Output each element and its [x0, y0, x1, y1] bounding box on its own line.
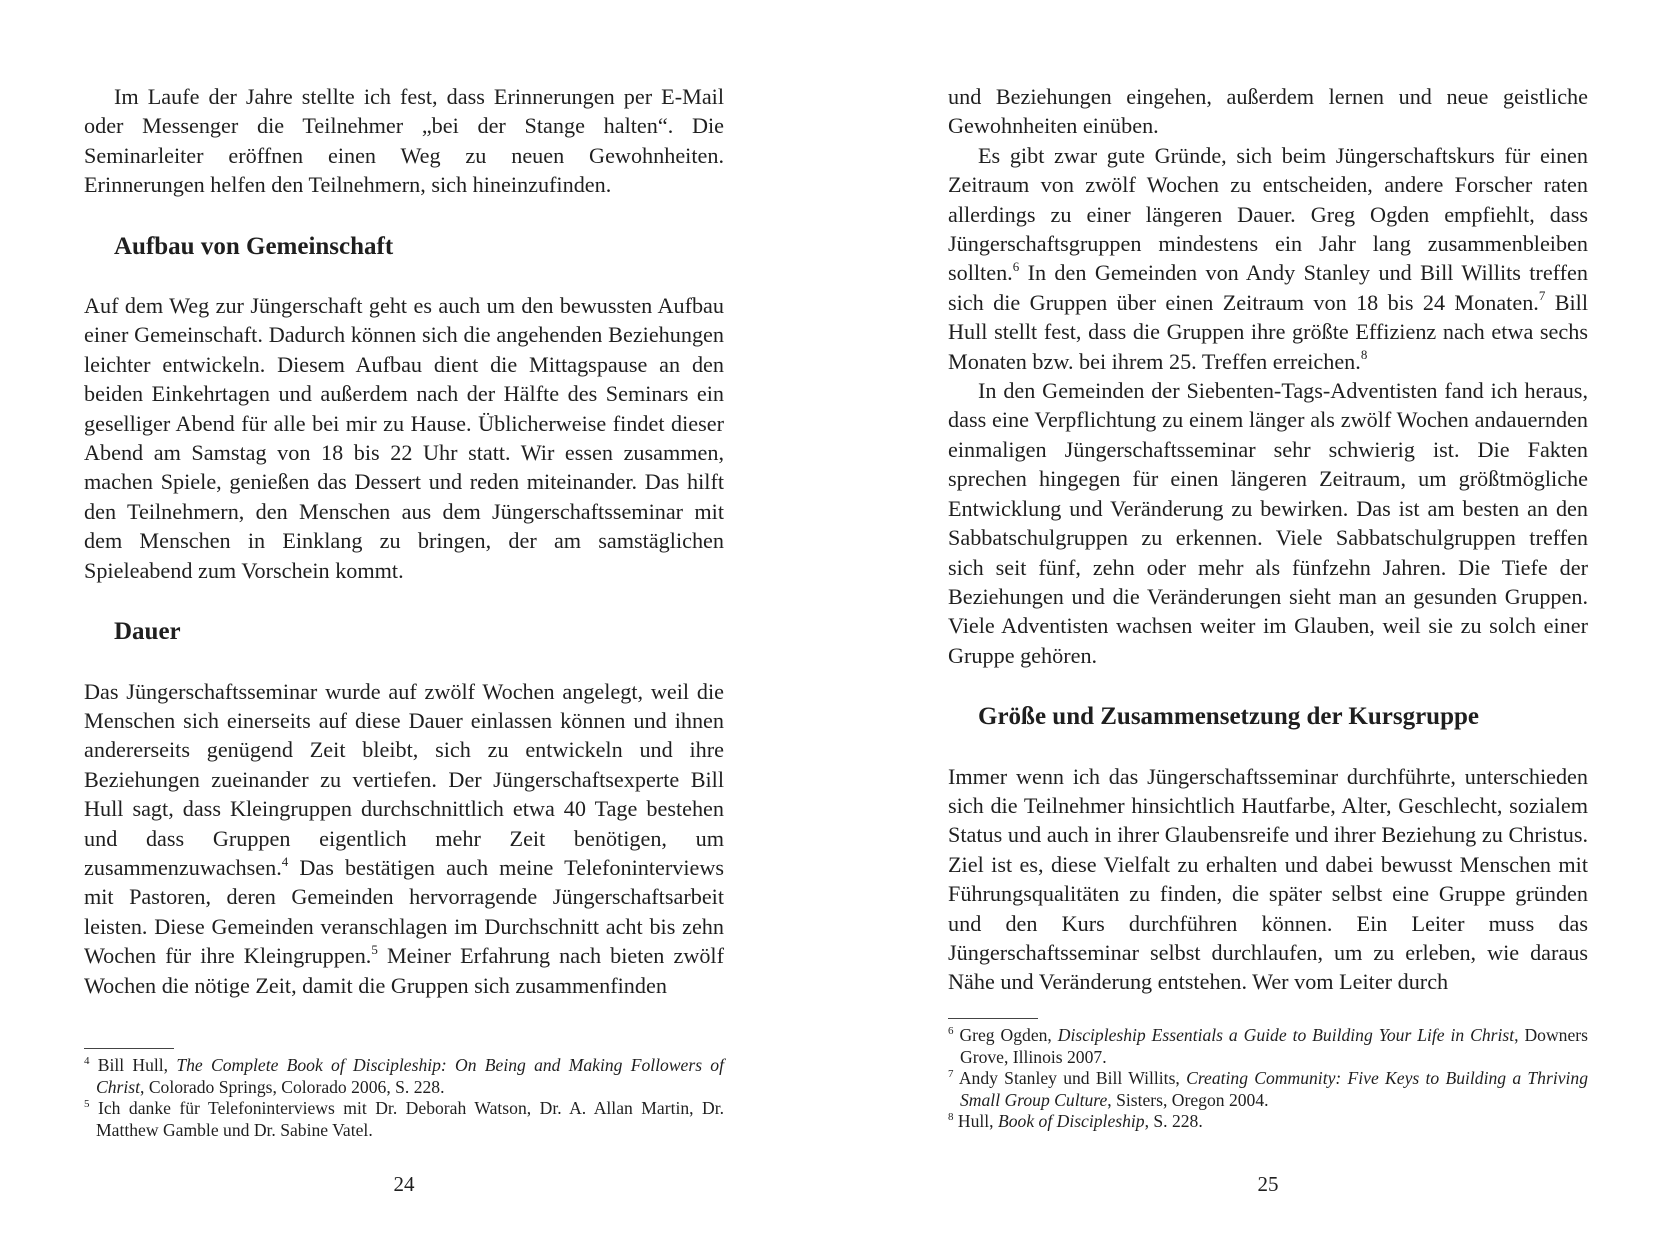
footnote-number: 4 — [84, 1055, 90, 1068]
footnote-number: 6 — [948, 1025, 954, 1038]
paragraph-text: Bill Hull stellt fest, dass die Gruppen ihre größte Effizienz nach etwa sechs Monaten bzw. bei ihrem 25. Treffen erreichen. — [948, 289, 1588, 374]
paragraph — [948, 141, 1588, 376]
footnote-reference[interactable]: 8 — [1360, 347, 1368, 363]
footnote-title: Discipleship Essentials a Guide to Building Your Life in Christ — [1057, 1025, 1515, 1045]
footnote-text: , Colorado Springs, Colorado 2006, S. 228. — [140, 1076, 445, 1097]
footnote-reference[interactable]: 5 — [371, 941, 378, 957]
paragraph: und Beziehungen eingehen, außerdem lernen und neue geistliche Gewohnheiten einüben. — [948, 84, 1588, 139]
left-body-text — [84, 82, 724, 1000]
page-number: 25 — [1257, 1172, 1279, 1196]
footnote-text: Greg Ogden, — [959, 1025, 1058, 1045]
footnote — [948, 1025, 1588, 1068]
footnotes — [948, 1018, 1588, 1133]
footnote-reference[interactable]: 6 — [1012, 259, 1020, 275]
footnote-text: Andy Stanley und Bill Willits, — [958, 1068, 1187, 1088]
footnote-number: 7 — [948, 1068, 954, 1081]
footnote-title: The Complete Book of Discipleship: On Being and Making Followers of Christ — [96, 1055, 724, 1097]
paragraph-text: Das bestätigen auch meine Telefoninterviews mit Pastoren, deren Gemeinden hervorragende Jüngerschaftsarbeit leisten. Diese Gemeinden veranschlagen im Durchschnitt acht bis zehn Wochen für ihre Kleingruppen. — [84, 854, 724, 969]
paragraph-text: Meiner Erfahrung nach bieten zwölf Wochen die nötige Zeit, damit die Gruppen sich zusammenfinden — [84, 943, 724, 998]
footnote-text: Ich danke für Telefoninterviews mit Dr. Deborah Watson, Dr. A. Allan Martin, Dr. Matthew Gamble und Dr. Sabine Vatel. — [96, 1098, 725, 1140]
footnote-reference[interactable]: 4 — [281, 853, 289, 869]
paragraph: Im Laufe der Jahre stellte ich fest, dass Erinnerungen per E-Mail oder Messenger die Teilnehmer „bei der Stange halten“. Die Seminarleiter eröffnen einen Weg zu neuen Gewohnheiten. Erinnerungen helfen den Teilnehmern, sich hineinzufinden. — [84, 84, 724, 198]
paragraph-text: In den Gemeinden von Andy Stanley und Bill Willits treffen sich die Gruppen über einen Zeitraum von 18 bis 24 Monaten. — [948, 260, 1588, 315]
section-heading: Dauer — [114, 618, 181, 646]
footnote-text: , Downers Grove, Illinois 2007. — [960, 1025, 1588, 1067]
section-heading: Größe und Zusammensetzung der Kursgruppe — [978, 703, 1479, 731]
footnote-text: , S. 228. — [1144, 1111, 1203, 1131]
paragraph — [84, 677, 724, 1000]
section-heading: Aufbau von Gemeinschaft — [114, 232, 394, 260]
footnote-reference[interactable]: 7 — [1538, 288, 1546, 304]
footnotes — [84, 1048, 724, 1141]
page-number: 24 — [393, 1172, 415, 1196]
footnote-text: Bill Hull, — [97, 1055, 177, 1075]
footnote-title: Book of Discipleship — [997, 1111, 1145, 1131]
footnote — [948, 1068, 1588, 1111]
paragraph: Auf dem Weg zur Jüngerschaft geht es auch um den bewussten Aufbau einer Gemeinschaft. Dadurch können sich die angehenden Beziehungen leichter entwickeln. Diesem Aufbau dient die Mittagspause an den beiden Einkehrtagen und außerdem nach der Hälfte des Seminars ein geselliger Abend für alle bei mir zu Hause. Üblicherweise findet dieser Abend am Samstag von 18 bis 22 Uhr statt. Wir essen zusammen, machen Spiele, genießen das Dessert und reden miteinander. Das hilft den Teilnehmern, den Menschen aus dem Jüngerschaftsseminar mit dem Menschen in Einklang zu bringen, der am samstäglichen Spieleabend zum Vorschein kommt. — [84, 293, 724, 583]
footnote — [84, 1098, 724, 1141]
paragraph-text: Es gibt zwar gute Gründe, sich beim Jüngerschaftskurs für einen Zeitraum von zwölf Wochen zu entscheiden, andere Forscher raten allerdings zu einer längeren Dauer. Greg Ogden empfiehlt, dass Jüngerschaftsgruppen mindestens ein Jahr lang zusammenbleiben sollten. — [948, 142, 1588, 286]
paragraph-text: Das Jüngerschaftsseminar wurde auf zwölf Wochen angelegt, weil die Menschen sich einerseits auf diese Dauer einlassen können und ihnen andererseits genügend Zeit bleibt, sich zu entwickeln und ihre Beziehungen zueinander zu vertiefen. Der Jüngerschaftsexperte Bill Hull sagt, dass Kleingruppen durchschnittlich etwa 40 Tage bestehen und dass Gruppen eigentlich mehr Zeit benötigen, um zusammenzuwachsen. — [84, 678, 724, 880]
right-page — [948, 0, 1588, 1240]
footnote-number: 5 — [84, 1098, 90, 1111]
paragraph: In den Gemeinden der Siebenten-Tags-Adventisten fand ich heraus, dass eine Verpflichtung zu einem länger als zwölf Wochen andauernden einmaligen Jüngerschaftsseminar sehr schwierig ist. Die Fakten sprechen hingegen für einen längeren Zeitraum, um größtmögliche Entwicklung und Veränderung zu bewirken. Das ist am besten an den Sabbatschulgruppen zu erkennen. Viele Sabbatschulgruppen treffen sich seit fünf, zehn oder mehr als fünfzehn Jahren. Die Tiefe der Beziehungen und die Veränderungen sieht man an gesunden Gruppen. Viele Adventisten wachsen weiter im Glauben, weil sie zu solch einer Gruppe gehören. — [948, 378, 1588, 668]
footnote-number: 8 — [948, 1111, 954, 1124]
footnote-text: , Sisters, Oregon 2004. — [1107, 1089, 1269, 1110]
footnote — [84, 1055, 724, 1098]
right-body-text — [948, 82, 1588, 997]
paragraph: Immer wenn ich das Jüngerschaftsseminar durchführte, unterschieden sich die Teilnehmer hinsichtlich Hautfarbe, Alter, Geschlecht, sozialem Status und auch in ihrer Glaubensreife und ihrer Beziehung zu Christus. Ziel ist es, diese Vielfalt zu erhalten und dabei bewusst Menschen mit Führungsqualitäten zu finden, die später selbst eine Gruppe gründen und den Kurs durchführen können. Ein Leiter muss das Jüngerschaftsseminar selbst durchlaufen, um zu erleben, wie daraus Nähe und Veränderung entstehen. Wer vom Leiter durch — [948, 763, 1588, 995]
footnote-text: Hull, — [957, 1111, 998, 1131]
footnote-divider — [84, 1048, 174, 1049]
footnote — [948, 1111, 1588, 1133]
left-page — [84, 0, 724, 1240]
footnote-divider — [948, 1018, 1038, 1019]
footnote-title: Creating Community: Five Keys to Building a Thriving Small Group Culture — [960, 1068, 1588, 1110]
